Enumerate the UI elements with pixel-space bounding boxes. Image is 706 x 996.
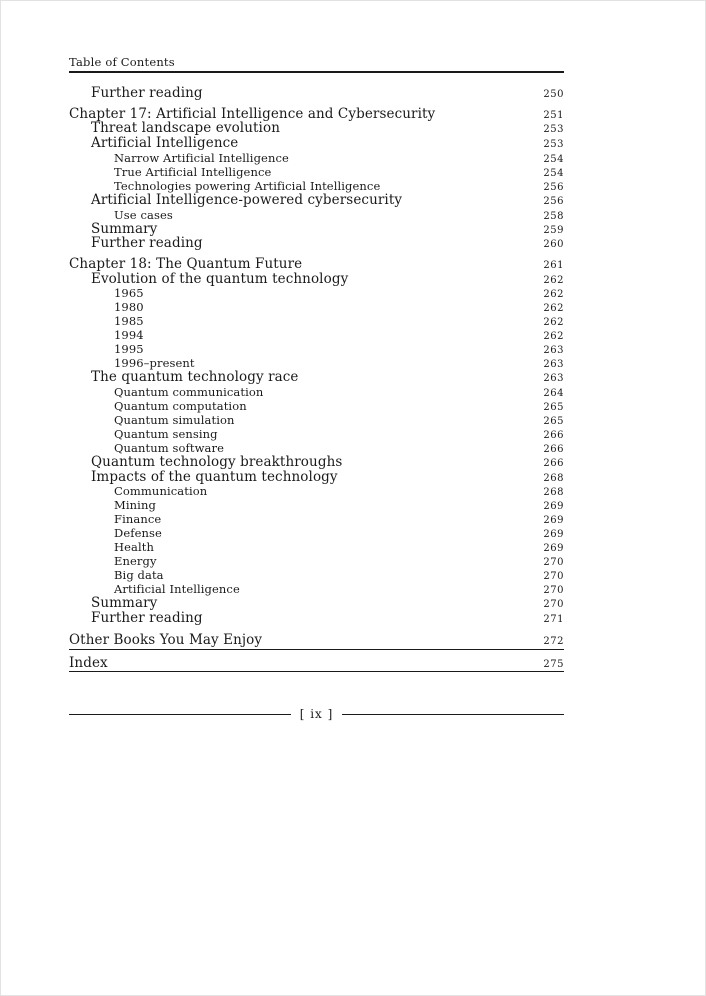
toc-entry[interactable] [69,137,564,152]
toc-entry[interactable] [69,499,564,513]
toc-entry-page: 262 [543,331,564,343]
toc-entry-label: Quantum computation [114,399,247,414]
toc-entry-page: 253 [543,139,564,151]
toc-entry-page: 260 [543,239,564,251]
toc-entry[interactable] [69,541,564,555]
toc-entry-page: 275 [543,658,564,670]
toc-entry-label: Quantum software [114,441,224,456]
toc-entry[interactable] [69,166,564,180]
toc-entry[interactable] [69,485,564,499]
toc-entry-page: 266 [543,430,564,442]
toc-entry-page: 265 [543,402,564,414]
toc-entry-label: Big data [114,568,164,583]
toc-entry-label: Summary [91,595,158,612]
header-rule [69,71,564,73]
toc-entry-label: 1980 [114,300,144,315]
toc-entry[interactable] [69,87,564,102]
toc-entry-page: 265 [543,416,564,428]
toc-entry-label: Quantum sensing [114,427,218,442]
toc-entry-label: 1995 [114,342,144,357]
page-header [69,55,564,73]
toc-entry-label: Communication [114,484,208,499]
toc-entry[interactable] [69,343,564,357]
toc-entry-label: Quantum simulation [114,413,235,428]
toc-entry[interactable] [69,612,564,627]
toc-entry[interactable] [69,371,564,386]
toc-entry-page: 263 [543,373,564,385]
toc-entry-label: Artificial Intelligence [114,582,240,597]
toc-entry-label: Index [69,654,108,671]
toc-entry-page: 256 [543,181,564,193]
toc-entry-page: 250 [543,89,564,100]
toc-entry-page: 262 [543,303,564,315]
header-title: Table of Contents [69,55,175,69]
toc-entry-label: Chapter 18: The Quantum Future [69,255,303,272]
footer-rule-right [342,714,564,715]
toc-entry-page: 269 [543,515,564,527]
toc-entry[interactable] [69,301,564,315]
toc-entry[interactable] [69,329,564,343]
toc-entry-label: Defense [114,526,162,541]
toc-entry-label: Narrow Artificial Intelligence [114,150,289,165]
toc-entry-page: 269 [543,543,564,555]
toc-entry-label: Further reading [91,85,203,101]
toc-entry-label: Health [114,540,154,555]
toc-entry-page: 268 [543,472,564,484]
toc-entry-label: Technologies powering Artificial Intelligence [114,178,381,193]
toc-entry[interactable] [69,386,564,400]
toc-entry-label: Other Books You May Enjoy [69,631,263,648]
toc-entry-label: Quantum communication [114,385,264,400]
footer-page-number: [ ix ] [299,707,334,721]
toc-entry[interactable] [69,315,564,329]
toc-entry[interactable] [69,631,564,650]
toc-entry-page: 266 [543,444,564,456]
toc-entry-page: 264 [543,388,564,400]
toc-entry-page: 263 [543,345,564,357]
toc-entry-label: True Artificial Intelligence [114,164,272,179]
footer-rule-left [69,714,291,715]
toc-entry-page: 270 [543,585,564,597]
toc-entry-label: Impacts of the quantum technology [91,468,338,485]
toc-entry[interactable] [69,400,564,414]
toc-entry-page: 271 [543,614,564,626]
toc-entry-page: 254 [543,167,564,179]
toc-entry[interactable] [69,237,564,252]
toc-entry-label: The quantum technology race [91,369,299,386]
toc-entry[interactable] [69,654,564,673]
page-footer [69,706,564,722]
page-content [69,55,564,672]
toc-list [69,87,564,672]
toc-entry-label: Chapter 17: Artificial Intelligence and Cybersecurity [69,105,436,122]
toc-entry-label: Finance [114,512,162,527]
toc-entry-page: 270 [543,557,564,569]
toc-entry-page: 270 [543,571,564,583]
toc-entry-label: Artificial Intelligence [91,135,239,152]
toc-entry[interactable] [69,152,564,166]
toc-entry-page: 251 [543,109,564,121]
toc-entry-label: 1996–present [114,356,195,371]
toc-entry[interactable] [69,414,564,428]
toc-entry-label: Use cases [114,207,173,222]
toc-entry-page: 270 [543,599,564,611]
toc-entry-page: 269 [543,529,564,541]
toc-entry[interactable] [69,287,564,301]
toc-entry[interactable] [69,428,564,442]
toc-entry[interactable] [69,555,564,569]
toc-entry-page: 258 [543,210,564,222]
toc-entry-page: 266 [543,458,564,470]
toc-entry[interactable] [69,527,564,541]
toc-entry-page: 253 [543,124,564,136]
toc-entry-page: 269 [543,501,564,513]
toc-entry-label: Further reading [91,610,203,627]
toc-entry-label: Mining [114,498,156,513]
toc-entry-label: Further reading [91,235,203,252]
toc-entry-label: Threat landscape evolution [91,120,280,137]
toc-entry-page: 261 [543,259,564,271]
toc-entry[interactable] [69,569,564,583]
toc-entry[interactable] [69,513,564,527]
toc-entry-page: 272 [543,635,564,647]
toc-entry[interactable] [69,270,564,288]
toc-entry[interactable] [69,191,564,209]
toc-entry-label: 1985 [114,314,144,329]
toc-entry-page: 263 [543,359,564,371]
toc-entry-page: 254 [543,153,564,165]
toc-entry-page: 268 [543,487,564,499]
toc-entry-label: 1994 [114,328,144,343]
toc-entry-label: 1965 [114,286,144,301]
toc-entry-label: Quantum technology breakthroughs [91,454,343,471]
toc-entry-page: 259 [543,224,564,236]
toc-entry-label: Summary [91,220,158,237]
toc-entry-page: 262 [543,274,564,286]
toc-entry-page: 262 [543,317,564,329]
toc-entry-page: 262 [543,289,564,301]
toc-entry-label: Evolution of the quantum technology [91,270,349,287]
toc-entry-page: 256 [543,195,564,207]
toc-entry-label: Energy [114,554,157,569]
toc-entry-label: Artificial Intelligence-powered cybersecurity [91,191,403,208]
toc-entry[interactable] [69,468,564,486]
